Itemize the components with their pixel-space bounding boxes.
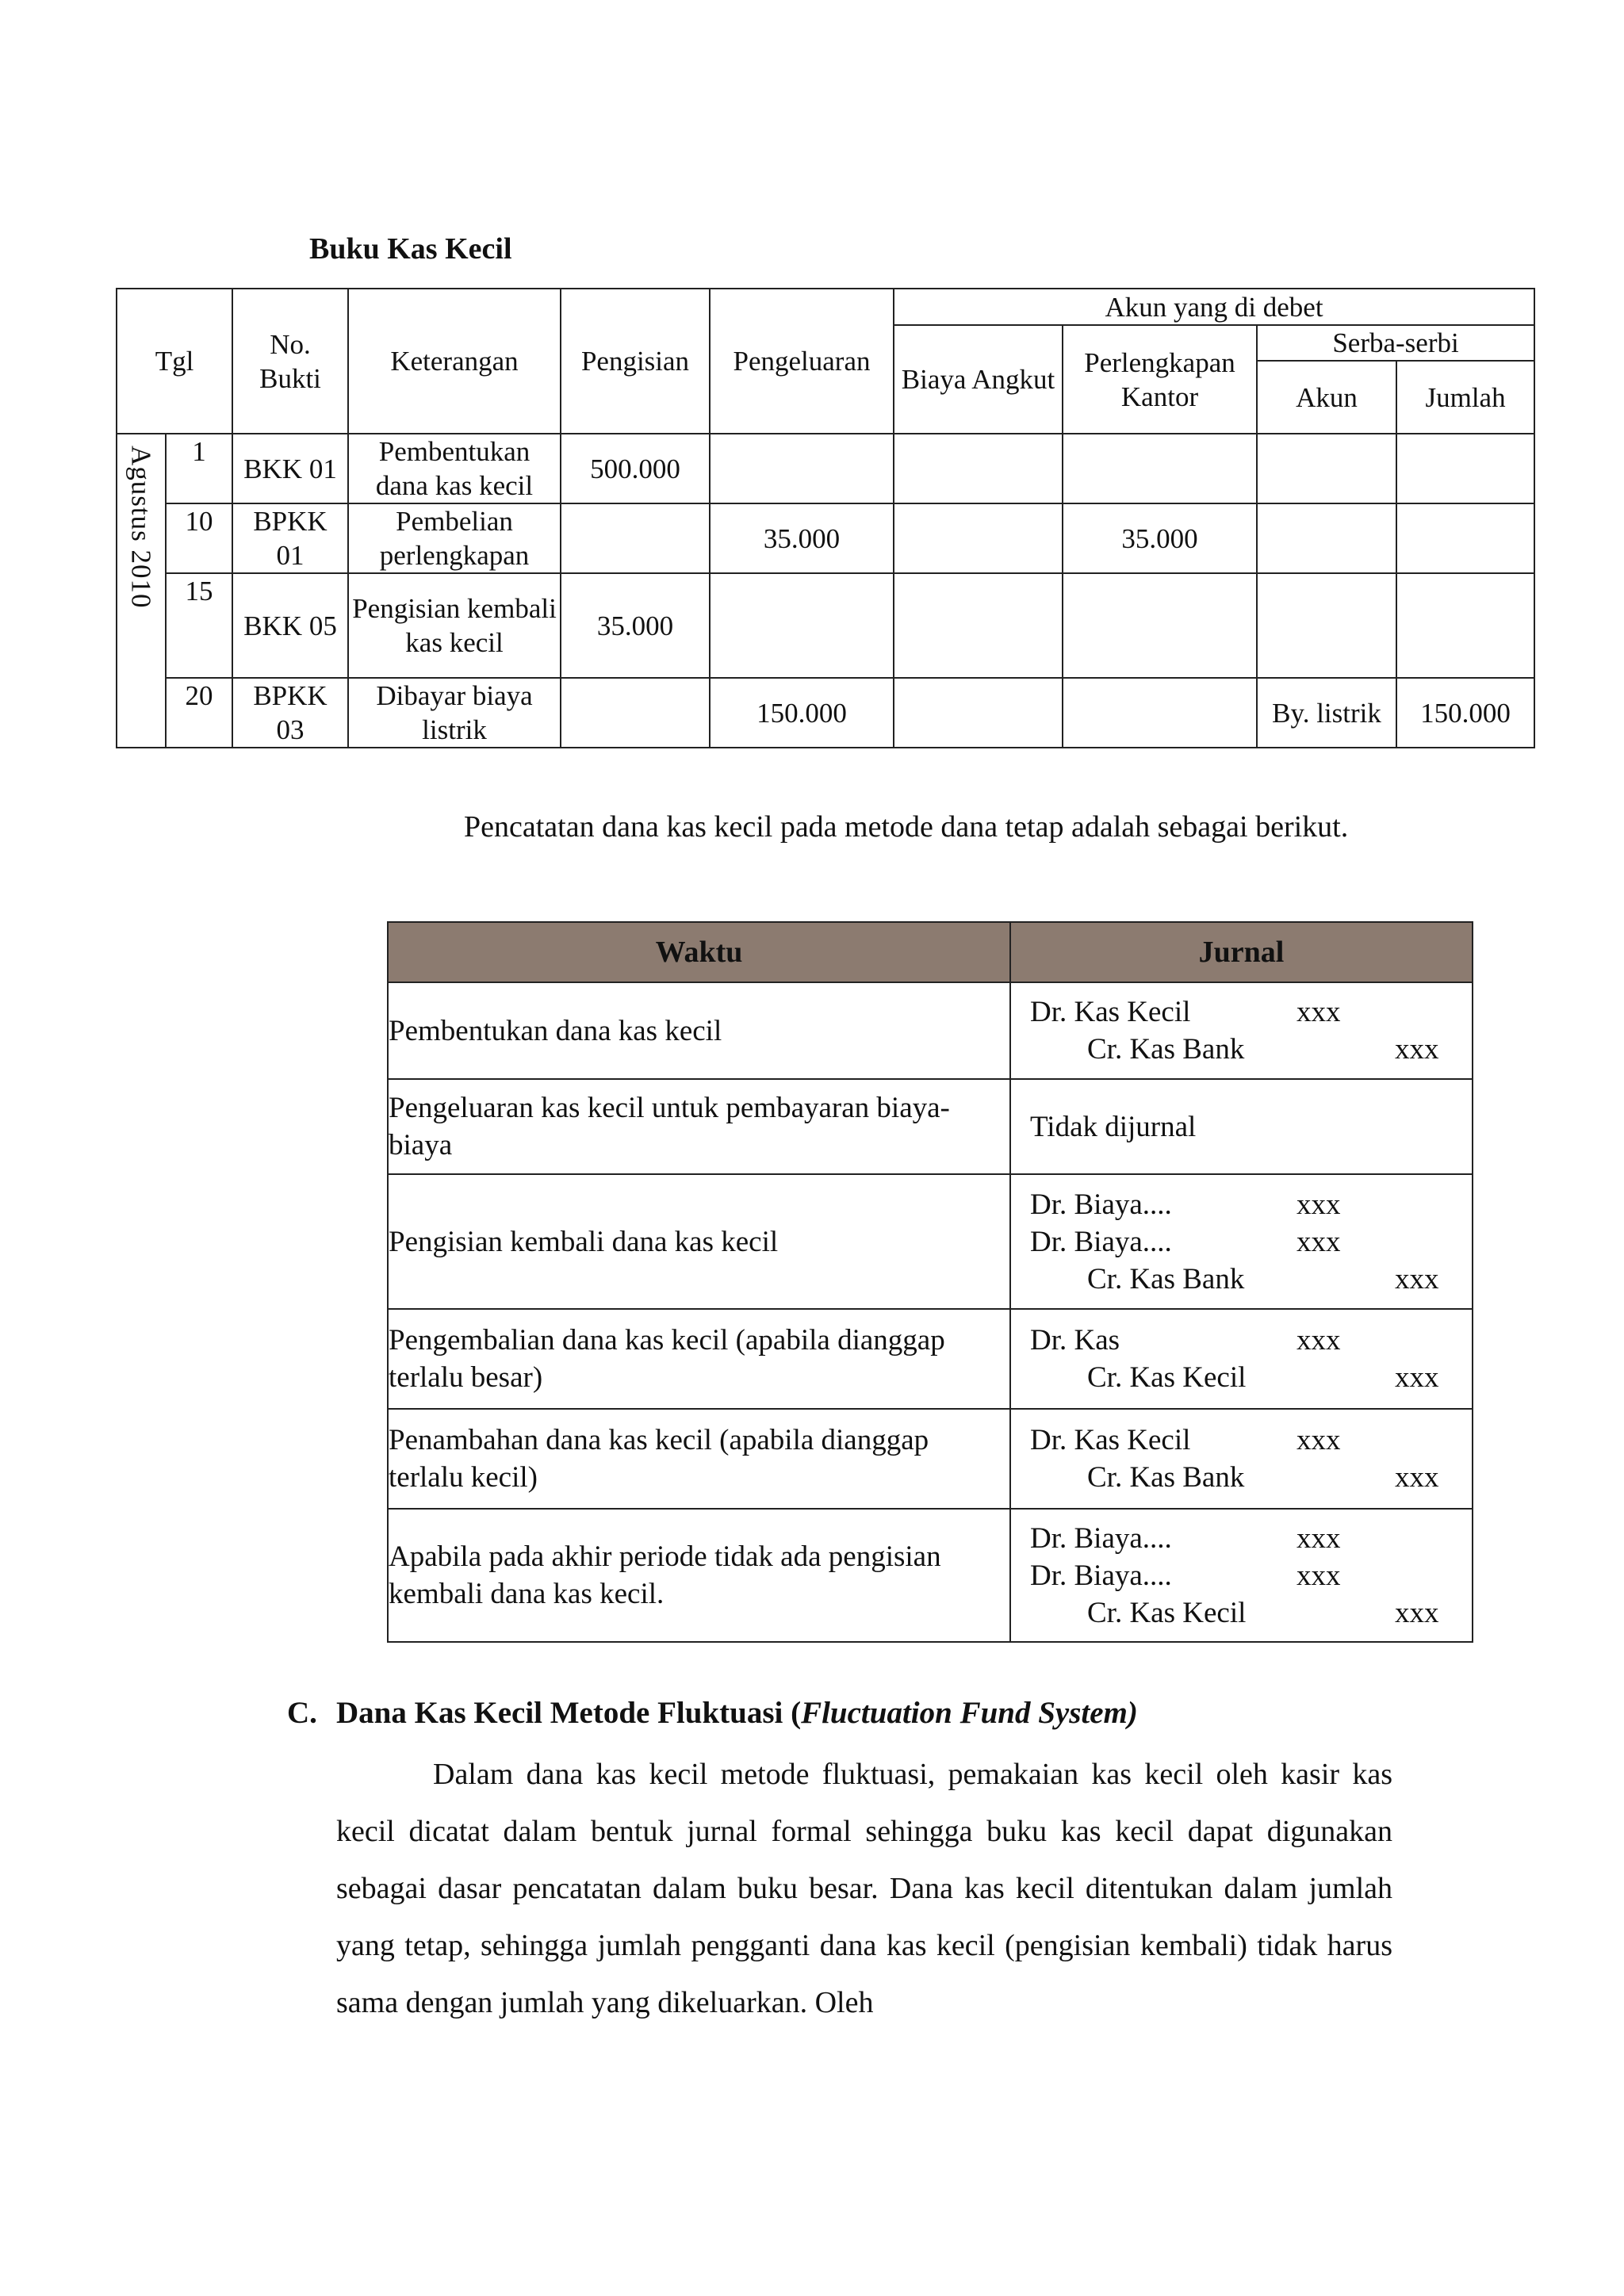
cell-jurnal bbox=[1010, 982, 1473, 1079]
table-row bbox=[388, 1174, 1473, 1309]
journal-entry bbox=[1030, 1422, 1472, 1459]
journal-entry bbox=[1030, 993, 1472, 1031]
header-waktu: Waktu bbox=[388, 922, 1010, 982]
month-label-cell bbox=[117, 434, 166, 748]
entry-credit-amount: xxx bbox=[1395, 1033, 1439, 1066]
entry-account: Cr. Kas Bank bbox=[1087, 1262, 1245, 1295]
table-row bbox=[388, 1409, 1473, 1509]
header-jurnal: Jurnal bbox=[1010, 922, 1473, 982]
cell-akun bbox=[1257, 434, 1396, 503]
journal-entry bbox=[1030, 1594, 1472, 1632]
entry-credit-amount: xxx bbox=[1395, 1262, 1439, 1295]
cell-biaya-angkut bbox=[894, 678, 1063, 748]
journal-entry bbox=[1030, 1108, 1472, 1146]
table-row bbox=[117, 503, 1534, 573]
cell-jumlah bbox=[1396, 434, 1534, 503]
table-row bbox=[388, 1079, 1473, 1174]
entry-debit-amount: xxx bbox=[1297, 1424, 1341, 1456]
entry-debit-amount: xxx bbox=[1297, 1324, 1341, 1357]
cell-bukti: BKK 05 bbox=[232, 573, 348, 678]
entry-account: Cr. Kas Bank bbox=[1087, 1461, 1245, 1494]
jurnal-table bbox=[387, 921, 1473, 1643]
page-title: Buku Kas Kecil bbox=[309, 232, 512, 266]
header-serba-serbi: Serba-serbi bbox=[1257, 325, 1534, 361]
cell-pengisian: 35.000 bbox=[561, 573, 710, 678]
cell-pengisian bbox=[561, 503, 710, 573]
table-row bbox=[388, 1309, 1473, 1409]
cell-jurnal bbox=[1010, 1509, 1473, 1642]
cell-keterangan: Pengisian kembali kas kecil bbox=[348, 573, 561, 678]
cell-jurnal bbox=[1010, 1309, 1473, 1409]
table-row bbox=[388, 982, 1473, 1079]
entry-account: Cr. Kas Kecil bbox=[1087, 1361, 1247, 1394]
cell-jumlah: 150.000 bbox=[1396, 678, 1534, 748]
cell-pengeluaran bbox=[710, 573, 894, 678]
entry-debit-amount: xxx bbox=[1297, 1225, 1341, 1258]
cell-perlengkapan bbox=[1063, 678, 1257, 748]
section-number: C. bbox=[287, 1696, 317, 1730]
cell-jumlah bbox=[1396, 573, 1534, 678]
entry-debit-amount: xxx bbox=[1297, 1521, 1341, 1555]
entry-credit-amount: xxx bbox=[1395, 1361, 1439, 1394]
header-jumlah: Jumlah bbox=[1396, 361, 1534, 434]
section-c-paragraph: Dalam dana kas kecil metode fluktuasi, pemakaian kas kecil oleh kasir kas kecil dicatat dalam bentuk jurnal formal sehingga buku kas kecil dapat digunakan sebagai dasar pencatatan dalam buku besar. Dana kas kecil ditentukan dalam jumlah yang tetap, sehingga jumlah pengganti dana kas kecil (pengisian kembali) tidak harus sama dengan jumlah yang dikeluarkan. Oleh bbox=[336, 1758, 1392, 2019]
table-row bbox=[117, 434, 1534, 503]
cell-bukti: BPKK 01 bbox=[232, 503, 348, 573]
table-row bbox=[388, 1509, 1473, 1642]
table-row bbox=[117, 573, 1534, 678]
header-no-bukti: No. Bukti bbox=[232, 289, 348, 434]
journal-entry bbox=[1030, 1359, 1472, 1396]
month-label: Agustus 2010 bbox=[125, 446, 157, 609]
cell-tgl: 15 bbox=[166, 573, 232, 678]
header-pengisian: Pengisian bbox=[561, 289, 710, 434]
cell-jumlah bbox=[1396, 503, 1534, 573]
entry-account: Dr. Kas Kecil bbox=[1030, 996, 1191, 1028]
entry-account: Cr. Kas Bank bbox=[1087, 1033, 1245, 1066]
cell-tgl: 1 bbox=[166, 434, 232, 503]
journal-entry bbox=[1030, 1223, 1472, 1261]
intro-paragraph: Pencatatan dana kas kecil pada metode dana tetap adalah sebagai berikut. bbox=[464, 810, 1349, 844]
entry-debit-amount: xxx bbox=[1297, 996, 1341, 1028]
cell-perlengkapan bbox=[1063, 573, 1257, 678]
header-biaya-angkut: Biaya Angkut bbox=[894, 325, 1063, 434]
cell-jurnal bbox=[1010, 1174, 1473, 1309]
cell-pengisian: 500.000 bbox=[561, 434, 710, 503]
cell-pengeluaran bbox=[710, 434, 894, 503]
journal-entry bbox=[1030, 1557, 1472, 1594]
header-perlengkapan-kantor: Perlengkapan Kantor bbox=[1063, 325, 1257, 434]
cell-akun: By. listrik bbox=[1257, 678, 1396, 748]
cell-jurnal bbox=[1010, 1409, 1473, 1509]
entry-credit-amount: xxx bbox=[1395, 1461, 1439, 1494]
table-row bbox=[117, 678, 1534, 748]
cell-waktu: Pembentukan dana kas kecil bbox=[388, 982, 1010, 1079]
entry-account: Cr. Kas Kecil bbox=[1087, 1596, 1247, 1629]
entry-credit-amount: xxx bbox=[1395, 1596, 1439, 1629]
buku-kas-kecil-table bbox=[116, 288, 1535, 748]
journal-entry bbox=[1030, 1459, 1472, 1496]
section-c-heading bbox=[287, 1695, 1138, 1731]
cell-waktu: Pengisian kembali dana kas kecil bbox=[388, 1174, 1010, 1309]
header-akun-debet: Akun yang di debet bbox=[894, 289, 1534, 325]
journal-entry bbox=[1030, 1186, 1472, 1223]
header-akun: Akun bbox=[1257, 361, 1396, 434]
cell-bukti: BPKK 03 bbox=[232, 678, 348, 748]
journal-entry bbox=[1030, 1031, 1472, 1068]
entry-account: Dr. Biaya.... bbox=[1030, 1559, 1172, 1592]
journal-entry bbox=[1030, 1261, 1472, 1298]
cell-perlengkapan: 35.000 bbox=[1063, 503, 1257, 573]
journal-entry bbox=[1030, 1520, 1472, 1557]
entry-debit-amount: xxx bbox=[1297, 1188, 1341, 1221]
header-pengeluaran: Pengeluaran bbox=[710, 289, 894, 434]
cell-pengeluaran: 35.000 bbox=[710, 503, 894, 573]
cell-waktu: Pengeluaran kas kecil untuk pembayaran biaya-biaya bbox=[388, 1079, 1010, 1174]
cell-keterangan: Pembentukan dana kas kecil bbox=[348, 434, 561, 503]
entry-account: Dr. Biaya.... bbox=[1030, 1521, 1172, 1555]
entry-debit-amount: xxx bbox=[1297, 1559, 1341, 1592]
cell-keterangan: Dibayar biaya listrik bbox=[348, 678, 561, 748]
cell-pengisian bbox=[561, 678, 710, 748]
entry-account: Tidak dijurnal bbox=[1030, 1110, 1197, 1143]
entry-account: Dr. Biaya.... bbox=[1030, 1225, 1172, 1258]
cell-akun bbox=[1257, 573, 1396, 678]
cell-akun bbox=[1257, 503, 1396, 573]
entry-account: Dr. Kas Kecil bbox=[1030, 1424, 1191, 1456]
cell-biaya-angkut bbox=[894, 503, 1063, 573]
cell-bukti: BKK 01 bbox=[232, 434, 348, 503]
cell-tgl: 20 bbox=[166, 678, 232, 748]
cell-perlengkapan bbox=[1063, 434, 1257, 503]
cell-jurnal bbox=[1010, 1079, 1473, 1174]
cell-waktu: Pengembalian dana kas kecil (apabila dianggap terlalu besar) bbox=[388, 1309, 1010, 1409]
cell-waktu: Apabila pada akhir periode tidak ada pengisian kembali dana kas kecil. bbox=[388, 1509, 1010, 1642]
cell-keterangan: Pembelian perlengkapan bbox=[348, 503, 561, 573]
entry-account: Dr. Biaya.... bbox=[1030, 1188, 1172, 1221]
header-tgl: Tgl bbox=[117, 289, 232, 434]
journal-entry bbox=[1030, 1322, 1472, 1359]
cell-pengeluaran: 150.000 bbox=[710, 678, 894, 748]
cell-biaya-angkut bbox=[894, 434, 1063, 503]
cell-waktu: Penambahan dana kas kecil (apabila dianggap terlalu kecil) bbox=[388, 1409, 1010, 1509]
cell-biaya-angkut bbox=[894, 573, 1063, 678]
section-title: Dana Kas Kecil Metode Fluktuasi ( bbox=[336, 1696, 802, 1730]
section-title-italic: Fluctuation Fund System) bbox=[801, 1696, 1138, 1730]
entry-account: Dr. Kas bbox=[1030, 1324, 1120, 1357]
header-keterangan: Keterangan bbox=[348, 289, 561, 434]
cell-tgl: 10 bbox=[166, 503, 232, 573]
